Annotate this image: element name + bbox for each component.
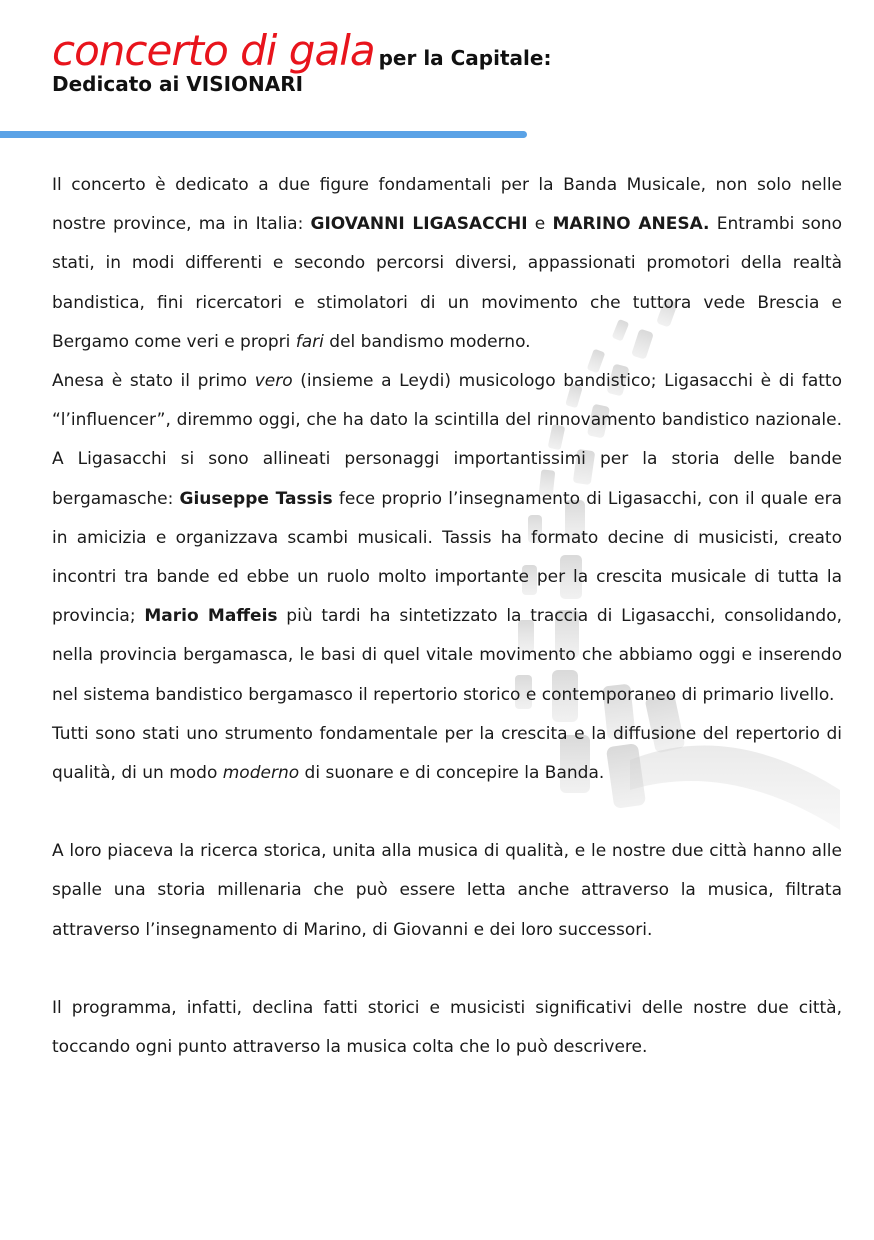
body-text: [52, 166, 842, 1067]
paragraph-anesa: [52, 362, 842, 715]
text-span: fece proprio l’insegnamento di Ligasacchi, con il quale era in amicizia e organizzava scambi musicali. Tassis ha formato decine di musicisti, creato incontri tra bande ed ebbe un ruolo molto importante per la crescita musicale di tutta la provincia;: [52, 488, 842, 627]
paragraph-tutti: [52, 715, 842, 793]
italic-word: fari: [295, 331, 324, 352]
text-span: di suonare e di concepire la Banda.: [299, 763, 605, 784]
paragraph-storia: A loro piaceva la ricerca storica, unita alla musica di qualità, e le nostre due città hanno alle spalle una storia millenaria che può essere letta anche attraverso la musica, filtrata attraverso l’insegnamento di Marino, di Giovanni e dei loro successori.: [52, 841, 842, 940]
text-span: del bandismo moderno.: [323, 331, 531, 352]
paragraph-gap: [52, 793, 842, 832]
name-maffeis: Mario Maffeis: [144, 606, 278, 627]
italic-word: moderno: [222, 763, 300, 784]
italic-word: vero: [254, 371, 293, 392]
page-header: [52, 24, 551, 96]
text-span: e: [527, 214, 553, 235]
page-title: [52, 24, 551, 78]
name-anesa: MARINO ANESA.: [552, 214, 710, 235]
paragraph-intro: [52, 166, 842, 362]
title-rest: per la Capitale:: [378, 46, 552, 70]
name-ligasacchi: GIOVANNI LIGASACCHI: [310, 214, 528, 235]
page-subtitle: Dedicato ai VISIONARI: [52, 72, 304, 96]
text-span: Anesa è stato il primo: [52, 371, 255, 392]
header-divider: [0, 131, 527, 138]
title-script: concerto di gala: [52, 26, 375, 75]
text-span: Entrambi sono stati, in modi differenti e secondo percorsi diversi, appassionati promotori della realtà bandistica, fini ricercatori e stimolatori di un movimento che tuttora vede Brescia e Bergamo come veri e propri: [52, 214, 843, 352]
name-tassis: Giuseppe Tassis: [179, 488, 333, 509]
paragraph-gap: [52, 950, 842, 989]
text-span: (insieme a Leydi) musicologo bandistico; Ligasacchi è di fatto “l’influencer”, diremmo oggi, che ha dato la scintilla del rinnovamento bandistico nazionale. A Ligasacchi si sono allineati personaggi importantissimi per la storia delle bande bergamasche:: [52, 371, 842, 509]
paragraph-programma: Il programma, infatti, declina fatti storici e musicisti significativi delle nostre due città, toccando ogni punto attraverso la musica colta che lo può descrivere.: [52, 997, 842, 1058]
text-span: Tutti sono stati uno strumento fondamentale per la crescita e la diffusione del repertorio di qualità, di un modo: [52, 723, 842, 784]
text-span: Il concerto è dedicato a due figure fondamentali per la Banda Musicale, non solo nelle nostre province, ma in Italia:: [52, 175, 842, 235]
text-span: più tardi ha sintetizzato la traccia di Ligasacchi, consolidando, nella provincia bergamasca, le basi di quel vitale movimento che abbiamo oggi e inserendo nel sistema bandistico bergamasco il repertorio storico e contemporaneo di primario livello.: [52, 606, 842, 705]
